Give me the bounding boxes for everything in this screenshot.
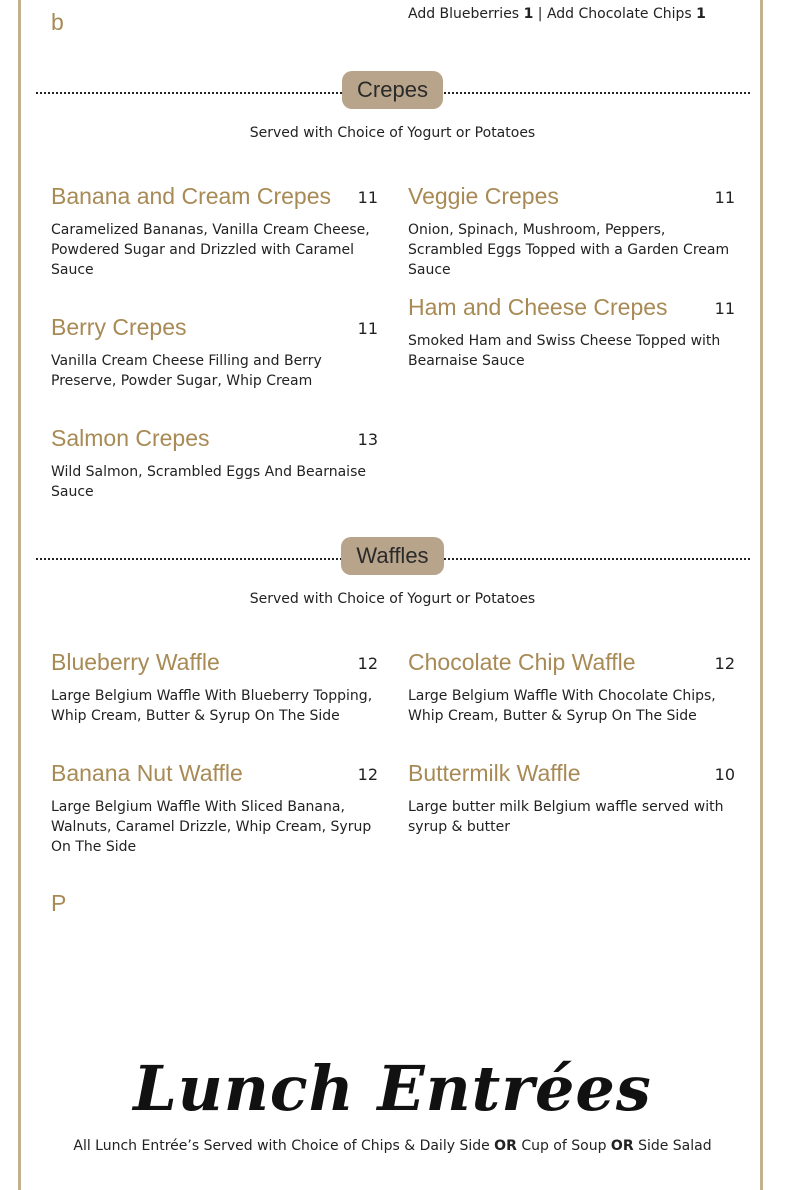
menu-item-title: Chocolate Chip Waffle: [408, 649, 636, 675]
menu-item-title: Blueberry Waffle: [51, 649, 220, 675]
lunch-note-or: OR: [610, 1138, 634, 1154]
menu-item-description: Vanilla Cream Cheese Filling and Berry Preserve, Powder Sugar, Whip Cream: [51, 353, 322, 389]
menu-item-title: Banana and Cream Crepes: [51, 183, 331, 209]
lunch-note-or: OR: [494, 1138, 517, 1154]
menu-item-price: 12: [357, 765, 378, 784]
menu-item-price: 11: [357, 319, 378, 338]
menu-item-title: Berry Crepes: [51, 314, 187, 340]
menu-item-description: Large butter milk Belgium waffle served with syrup & butter: [408, 799, 724, 835]
menu-item-price: 11: [714, 188, 735, 207]
menu-item-description: Large Belgium Waffle With Chocolate Chips, Whip Cream, Butter & Syrup On The Side: [408, 688, 716, 724]
crepes-served-with: Served with Choice of Yogurt or Potatoes: [249, 125, 536, 141]
menu-item-price: 13: [357, 430, 378, 449]
menu-item-title: Ham and Cheese Crepes: [408, 294, 668, 320]
addon-chocolate-chips-label: Add Chocolate Chips: [546, 6, 692, 22]
menu-item-price: 12: [357, 654, 378, 673]
menu-item-description: Large Belgium Waffle With Sliced Banana, Walnuts, Caramel Drizzle, Whip Cream, Syrup On The Side: [51, 799, 372, 855]
menu-item-description: Smoked Ham and Swiss Cheese Topped with Bearnaise Sauce: [408, 333, 721, 369]
menu-item-title: Salmon Crepes: [51, 425, 210, 451]
lunch-entrees-title: Lunch Entrées: [133, 1052, 652, 1125]
lunch-note-part-b: Cup of Soup: [521, 1138, 607, 1154]
menu-item-description: Caramelized Bananas, Vanilla Cream Cheese, Powdered Sugar and Drizzled with Caramel Sauce: [51, 222, 370, 278]
menu-item-price: 11: [357, 188, 378, 207]
addons-line: [408, 6, 706, 22]
menu-item-description: Large Belgium Waffle With Blueberry Topping, Whip Cream, Butter & Syrup On The Side: [51, 688, 373, 724]
menu-item-price: 10: [714, 765, 735, 784]
lunch-note-part-a: All Lunch Entrée’s Served with Choice of Chips & Daily Side: [73, 1138, 490, 1154]
lunch-entrees-note: [0, 1138, 785, 1154]
menu-item-description: Onion, Spinach, Mushroom, Peppers, Scrambled Eggs Topped with a Garden Cream Sauce: [408, 222, 730, 278]
menu-item-description: Wild Salmon, Scrambled Eggs And Bearnaise Sauce: [51, 464, 366, 500]
menu-item-title: Banana Nut Waffle: [51, 760, 243, 786]
cut-off-text-fragment: b: [51, 9, 64, 35]
addon-chocolate-chips-price: 1: [696, 6, 706, 22]
menu-item-price: 12: [714, 654, 735, 673]
addon-separator: |: [537, 6, 543, 22]
menu-item-title: Veggie Crepes: [408, 183, 559, 209]
menu-item-title: Buttermilk Waffle: [408, 760, 581, 786]
cut-off-text-fragment: P: [51, 890, 67, 916]
addon-blueberries-label: Add Blueberries: [408, 6, 520, 22]
lunch-note-part-c: Side Salad: [638, 1138, 712, 1154]
waffles-heading: Waffles: [341, 537, 444, 575]
waffles-served-with: Served with Choice of Yogurt or Potatoes: [249, 591, 536, 607]
crepes-heading: Crepes: [342, 71, 443, 109]
addon-blueberries-price: 1: [523, 6, 534, 22]
menu-item-price: 11: [714, 299, 735, 318]
